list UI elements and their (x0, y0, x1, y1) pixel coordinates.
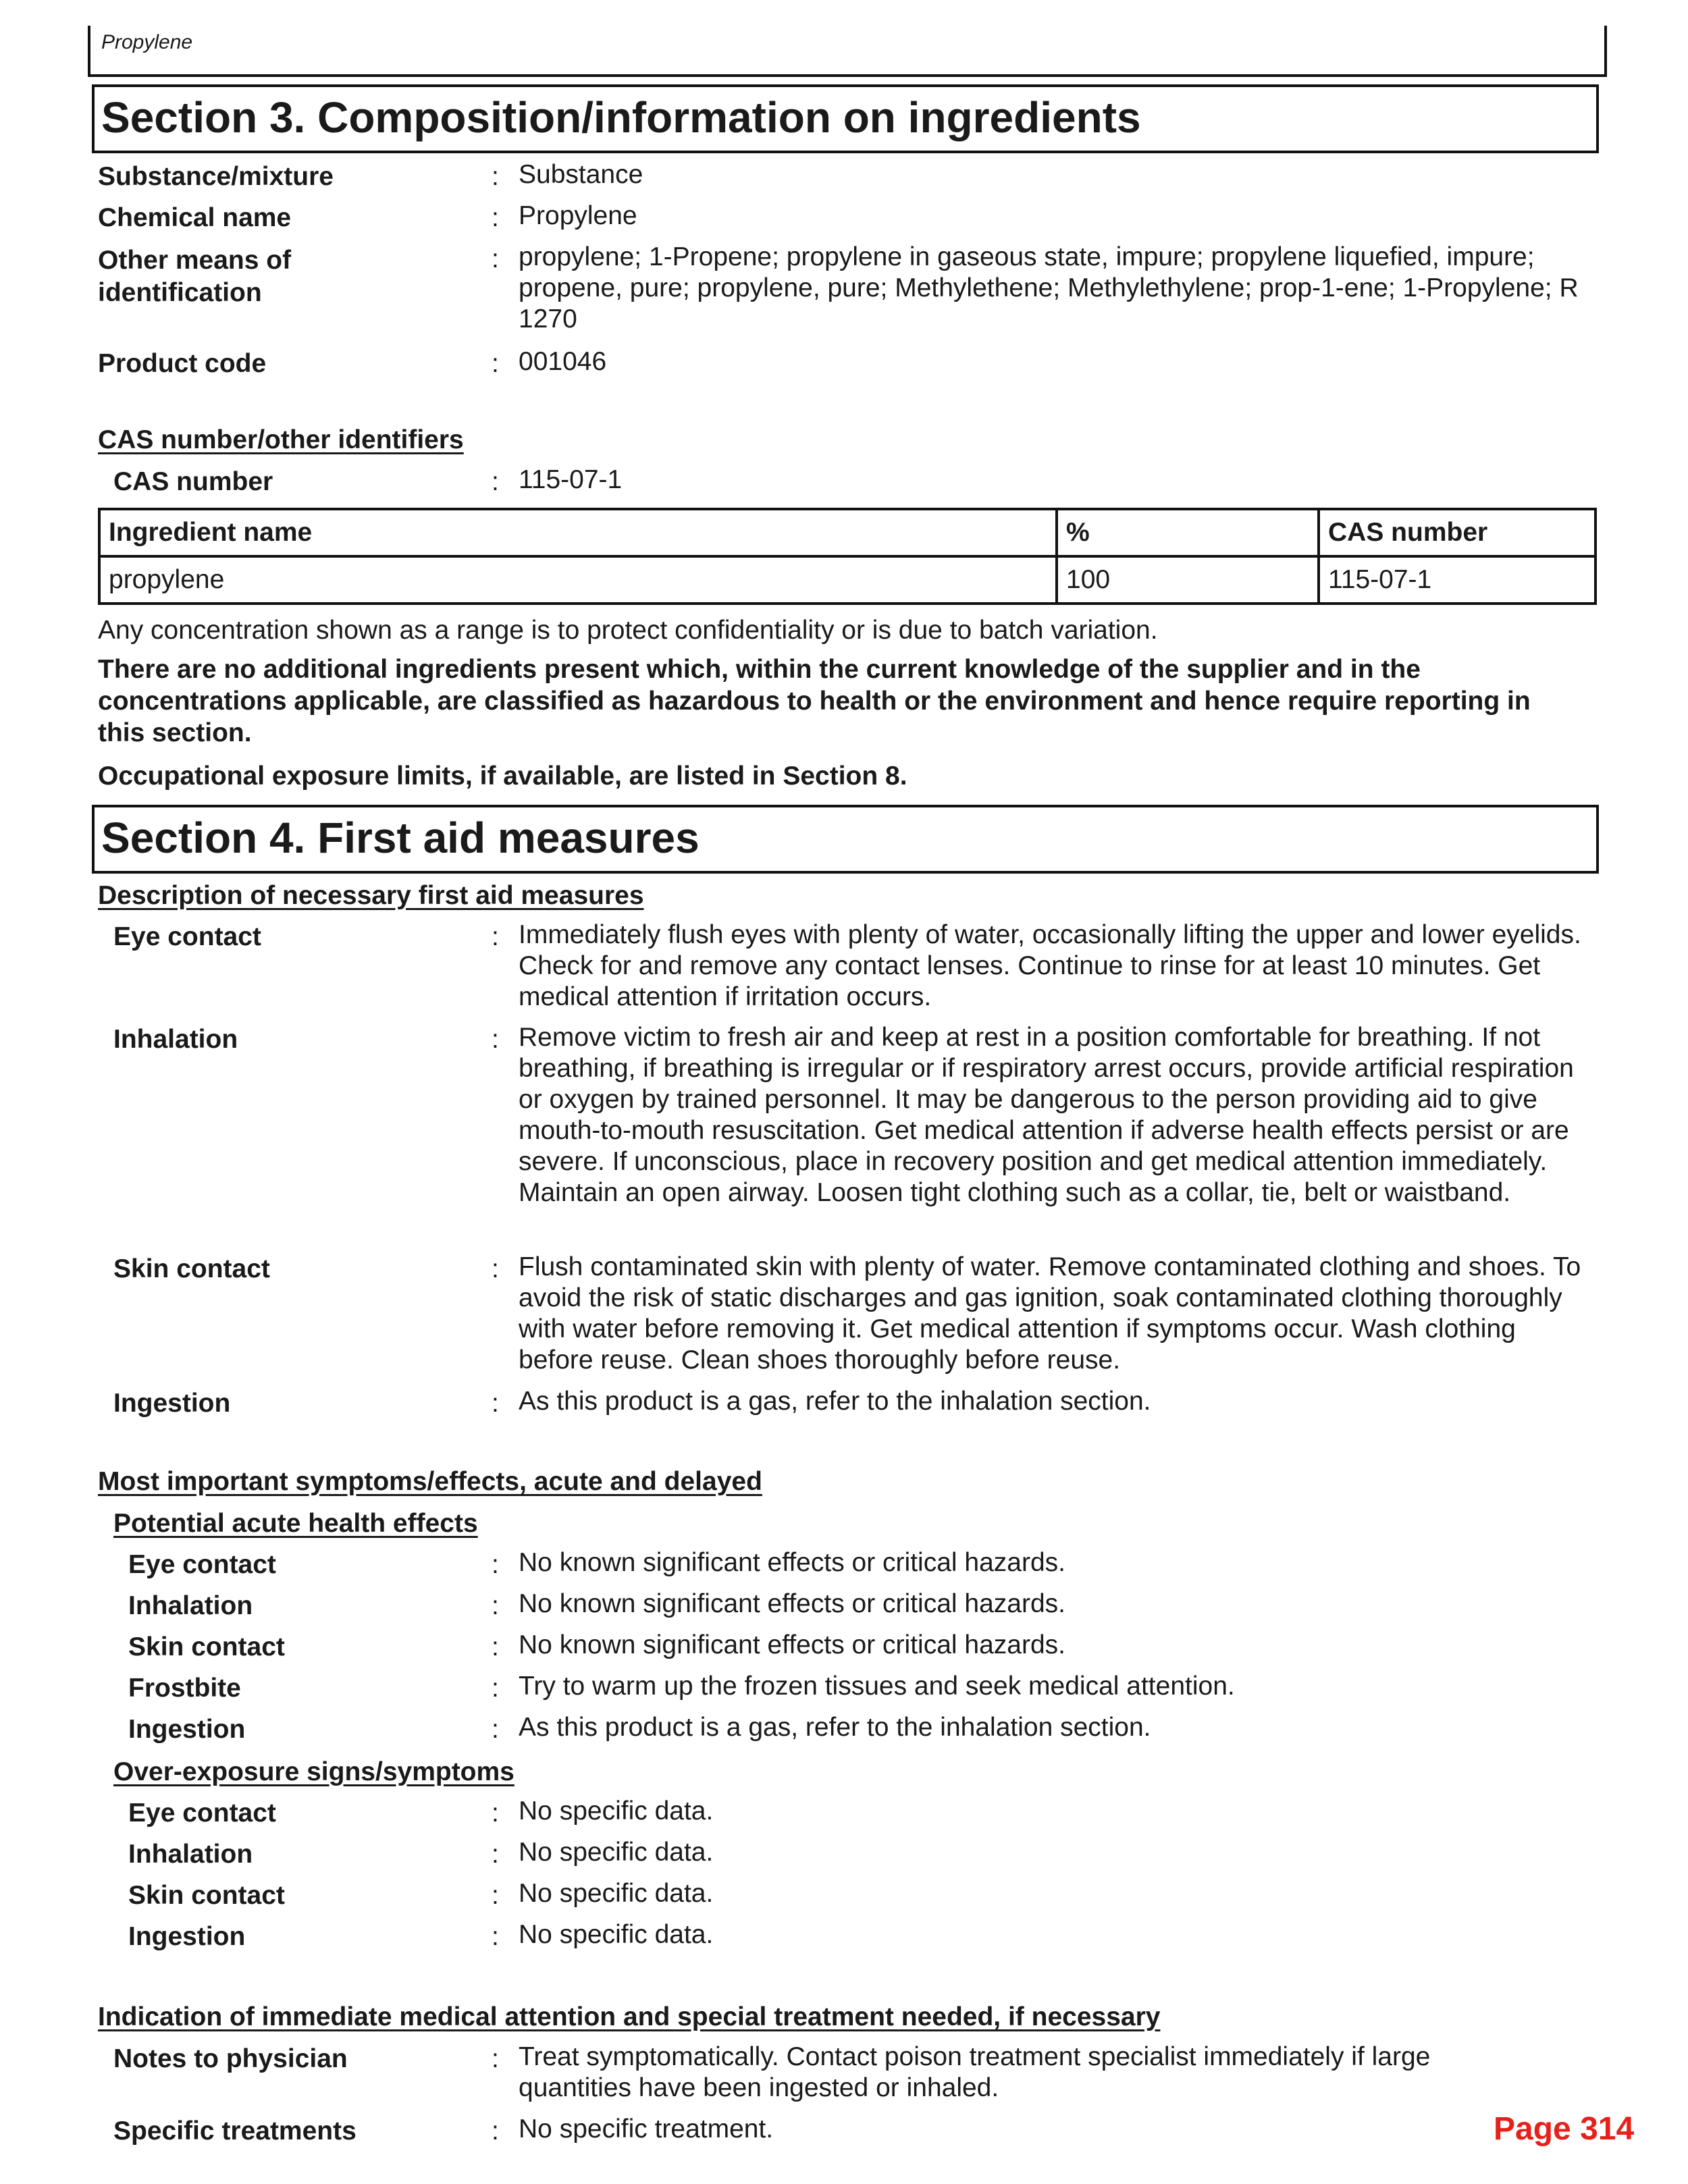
colon: : (492, 1550, 499, 1579)
colon: : (492, 1799, 499, 1828)
other-means-value: propylene; 1-Propene; propylene in gaseous state, impure; propylene liquefied, impure; propene, pure; propylene, pure; Methylethene; Methylethylene; prop-1-ene; 1-Propylene; R 1270 (519, 242, 1579, 334)
acute-inhalation-label: Inhalation (128, 1591, 253, 1620)
section-4-header (92, 805, 1599, 874)
skin-contact-value: Flush contaminated skin with plenty of water. Remove contaminated clothing and shoes. To avoid the risk of static discharges and gas ignition, soak contaminated clothing thoroughly with water before removing it. Get medical attention if symptoms occur. Wash clothing before reuse. Clean shoes thoroughly before reuse. (519, 1252, 1581, 1375)
colon: : (492, 1632, 499, 1661)
indication-heading: Indication of immediate medical attention and special treatment needed, if necessary (98, 2002, 1161, 2031)
ingestion-label: Ingestion (113, 1389, 231, 1418)
product-header: Propylene (101, 31, 193, 53)
cas-cell: 115-07-1 (1319, 556, 1595, 604)
acute-eye-label: Eye contact (128, 1550, 276, 1579)
over-inhalation-label: Inhalation (128, 1840, 253, 1869)
colon: : (492, 1881, 499, 1910)
table-header-cas: CAS number (1319, 509, 1595, 556)
overexposure-heading: Over-exposure signs/symptoms (113, 1757, 515, 1786)
over-eye-value: No specific data. (519, 1796, 714, 1826)
cas-number-value: 115-07-1 (519, 465, 623, 494)
cas-identifiers-heading: CAS number/other identifiers (98, 425, 464, 454)
substance-mixture-label: Substance/mixture (98, 162, 334, 191)
over-eye-label: Eye contact (128, 1799, 276, 1828)
colon: : (492, 203, 499, 232)
colon: : (492, 467, 499, 496)
acute-inhalation-value: No known significant effects or critical hazards. (519, 1589, 1065, 1618)
table-header-ingredient: Ingredient name (99, 509, 1057, 556)
page-number: Page 314 (1494, 2111, 1635, 2147)
notes-physician-value: Treat symptomatically. Contact poison treatment specialist immediately if large quantities have been ingested or inhaled. (519, 2042, 1431, 2102)
colon: : (492, 349, 499, 378)
acute-eye-value: No known significant effects or critical hazards. (519, 1548, 1065, 1577)
ingredients-table (98, 508, 1597, 605)
chemical-name-value: Propylene (519, 201, 637, 230)
colon: : (492, 1715, 499, 1744)
product-header-box (88, 26, 1607, 77)
colon: : (492, 244, 499, 273)
over-ingestion-value: No specific data. (519, 1920, 714, 1949)
colon: : (492, 1922, 499, 1951)
inhalation-value: Remove victim to fresh air and keep at rest in a position comfortable for breathing. If not breathing, if breathing is irregular or if respiratory arrest occurs, provide artificial respiration or oxygen by trained personnel. It may be dangerous to the person providing aid to give mouth-to-mouth resuscitation. Get medical attention if adverse health effects persist or are severe. If unconscious, place in recovery position and get medical attention immediately. Maintain an open airway. Loosen tight clothing such as a collar, tie, belt or waistband. (519, 1023, 1574, 1207)
acute-skin-value: No known significant effects or critical hazards. (519, 1630, 1065, 1659)
over-skin-label: Skin contact (128, 1881, 285, 1910)
colon: : (492, 2116, 499, 2146)
oel-note: Occupational exposure limits, if available, are listed in Section 8. (98, 762, 907, 791)
other-means-label: Other means of identification (98, 246, 292, 307)
specific-treatments-value: No specific treatment. (519, 2114, 774, 2143)
acute-skin-label: Skin contact (128, 1632, 285, 1661)
eye-contact-label: Eye contact (113, 922, 261, 951)
colon: : (492, 2044, 499, 2073)
colon: : (492, 1025, 499, 1054)
colon: : (492, 162, 499, 191)
colon: : (492, 1389, 499, 1418)
concentration-note: Any concentration shown as a range is to protect confidentiality or is due to batch variation. (98, 616, 1158, 645)
product-code-value: 001046 (519, 347, 607, 376)
section-3-header (92, 84, 1599, 153)
colon: : (492, 922, 499, 951)
table-row (99, 556, 1595, 604)
table-header-percent: % (1057, 509, 1319, 556)
chemical-name-label: Chemical name (98, 203, 292, 232)
acute-frostbite-value: Try to warm up the frozen tissues and seek medical attention. (519, 1672, 1235, 1701)
substance-mixture-value: Substance (519, 160, 643, 189)
colon: : (492, 1840, 499, 1869)
colon: : (492, 1254, 499, 1283)
section-4-title: Section 4. First aid measures (101, 814, 700, 862)
over-skin-value: No specific data. (519, 1879, 714, 1908)
colon: : (492, 1674, 499, 1703)
additional-ingredients-note: There are no additional ingredients present which, within the current knowledge of the supplier and in the concentrations applicable, are classified as hazardous to health or the environment and hence require reporting in this section. (98, 655, 1531, 747)
acute-ingestion-value: As this product is a gas, refer to the inhalation section. (519, 1713, 1151, 1742)
over-inhalation-value: No specific data. (519, 1838, 714, 1867)
cas-number-label: CAS number (113, 467, 273, 496)
over-ingestion-label: Ingestion (128, 1922, 246, 1951)
acute-ingestion-label: Ingestion (128, 1715, 246, 1744)
inhalation-label: Inhalation (113, 1025, 238, 1054)
colon: : (492, 1591, 499, 1620)
symptoms-heading: Most important symptoms/effects, acute and delayed (98, 1467, 762, 1496)
specific-treatments-label: Specific treatments (113, 2116, 357, 2146)
ingestion-value: As this product is a gas, refer to the inhalation section. (519, 1387, 1151, 1416)
product-code-label: Product code (98, 349, 267, 378)
table-header-row (99, 509, 1595, 556)
section-3-title: Section 3. Composition/information on ingredients (101, 93, 1141, 142)
acute-effects-heading: Potential acute health effects (113, 1509, 478, 1538)
acute-frostbite-label: Frostbite (128, 1674, 241, 1703)
first-aid-heading: Description of necessary first aid measures (98, 881, 644, 910)
notes-physician-label: Notes to physician (113, 2044, 348, 2073)
ingredient-name-cell: propylene (99, 556, 1057, 604)
percent-cell: 100 (1057, 556, 1319, 604)
eye-contact-value: Immediately flush eyes with plenty of water, occasionally lifting the upper and lower eyelids. Check for and remove any contact lenses. Continue to rinse for at least 10 minutes. Get medical attention if irritation occurs. (519, 920, 1581, 1011)
skin-contact-label: Skin contact (113, 1254, 270, 1283)
